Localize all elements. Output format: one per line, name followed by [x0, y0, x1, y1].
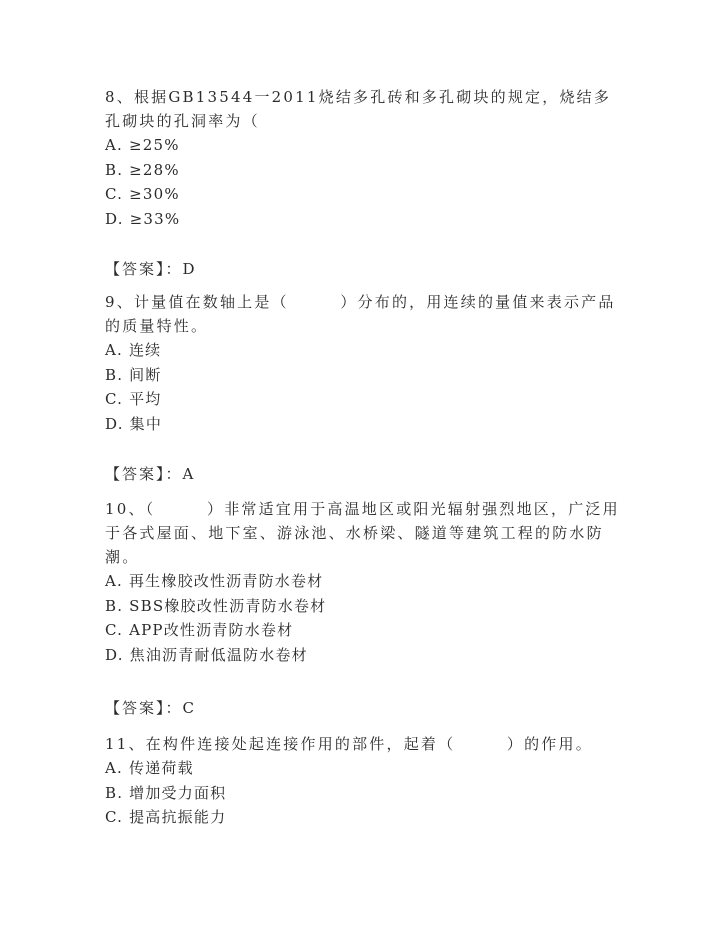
answer-10: 【答案】：C: [105, 699, 196, 717]
option-a: A. 传递荷载: [105, 759, 194, 777]
option-b: B. 增加受力面积: [105, 783, 227, 802]
option-a: A. 连续: [105, 341, 162, 359]
option-d: D. 集中: [105, 414, 163, 433]
question-8: [105, 85, 620, 231]
question-stem: 9、计量值在数轴上是（ ）分布的，用连续的量值来表示产品的质量特性。: [105, 293, 616, 335]
option-c: C. APP改性沥青防水卷材: [105, 621, 294, 639]
option-d: D. 焦油沥青耐低温防水卷材: [105, 645, 308, 664]
option-c: C. 提高抗振能力: [105, 808, 227, 826]
option-c: C. 平均: [105, 390, 162, 408]
question-9: [105, 290, 620, 436]
question-10: [105, 497, 620, 667]
answer-8: 【答案】：D: [105, 260, 197, 278]
option-a: A. 再生橡胶改性沥青防水卷材: [105, 572, 324, 590]
answer-9: 【答案】：A: [105, 465, 196, 483]
question-11: [105, 732, 620, 830]
option-a: A. ≥25%: [105, 136, 180, 154]
question-stem: 11、在构件连接处起连接作用的部件，起着（ ）的作用。: [105, 735, 593, 753]
option-b: B. ≥28%: [105, 160, 180, 179]
question-stem: 10、（ ）非常适宜用于高温地区或阳光辐射强烈地区，广泛用于各式屋面、地下室、游泳池、水桥梁、隧道等建筑工程的防水防潮。: [105, 500, 620, 566]
option-c: C. ≥30%: [105, 185, 180, 203]
option-b: B. SBS橡胶改性沥青防水卷材: [105, 596, 327, 615]
option-d: D. ≥33%: [105, 209, 181, 228]
question-stem: 8、根据GB13544一2011烧结多孔砖和多孔砌块的规定，烧结多孔砌块的孔洞率为（: [105, 88, 612, 130]
option-b: B. 间断: [105, 365, 162, 384]
